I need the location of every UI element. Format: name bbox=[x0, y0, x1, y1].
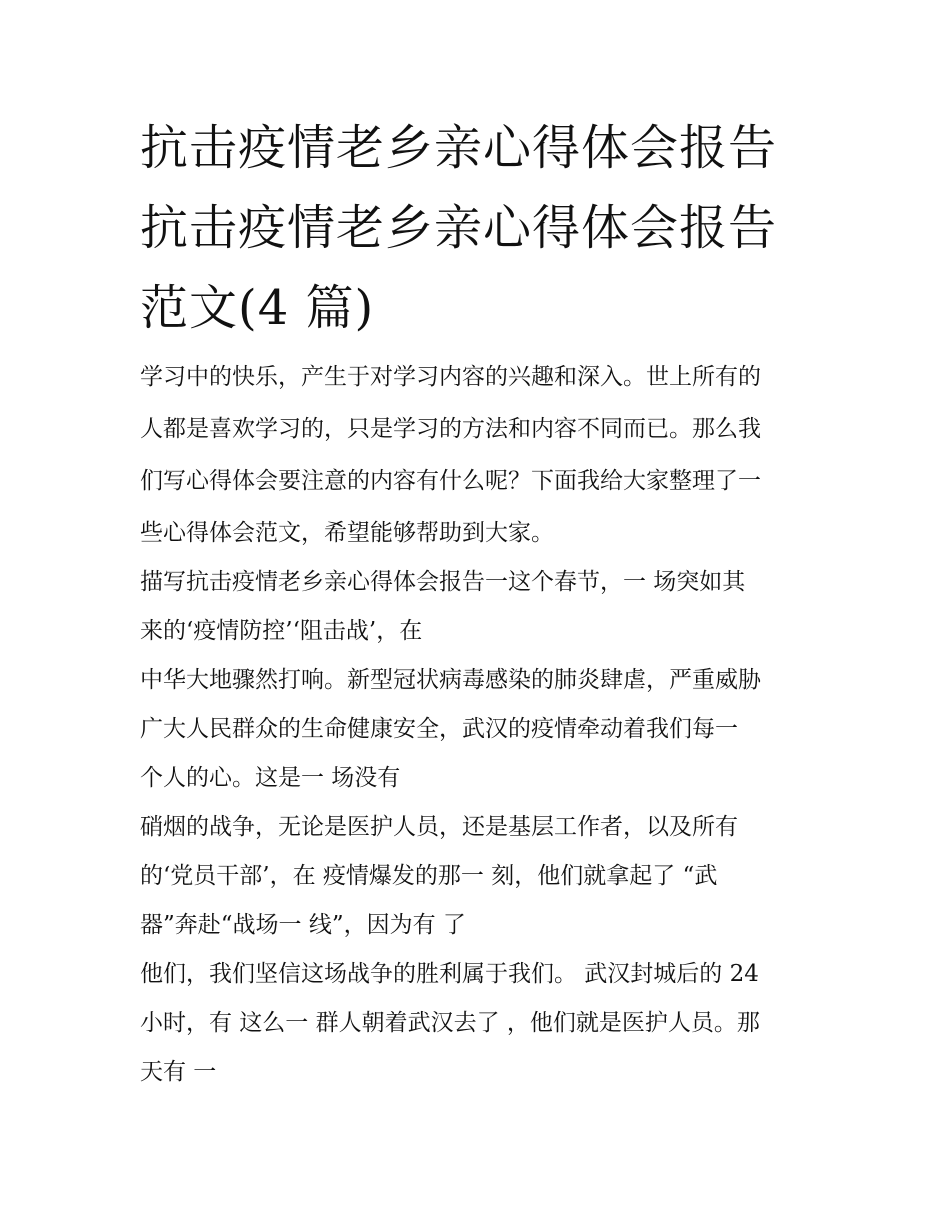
body-line: 些心得体会范文，希望能够帮助到大家。 bbox=[140, 520, 554, 546]
body-line: 人都是喜欢学习的，只是学习的方法和内容不同而已。那么我 bbox=[140, 416, 761, 442]
document-body bbox=[140, 357, 830, 1092]
body-line: 描写抗击疫情老乡亲心得体会报告一这个春节，一 场突如其 bbox=[140, 569, 746, 595]
body-line: 中华大地骤然打响。新型冠状病毒感染的肺炎肆虐，严重威胁 bbox=[140, 667, 761, 693]
body-line: 个人的心。这是一 场没有 bbox=[140, 765, 401, 791]
body-line: 的‘党员干部’，在 疫情爆发的那一 刻，他们就拿起了 “武 bbox=[140, 863, 718, 889]
document-title bbox=[140, 108, 820, 348]
title-line: 抗击疫情老乡亲心得体会报告 bbox=[140, 120, 778, 176]
title-line: 抗击疫情老乡亲心得体会报告 bbox=[140, 200, 778, 256]
body-line: 他们，我们坚信这场战争的胜利属于我们。 武汉封城后的 24 bbox=[140, 961, 759, 987]
body-line: 来的‘疫情防控’‘阻击战’，在 bbox=[140, 618, 423, 644]
body-line: 们写心得体会要注意的内容有什么呢？下面我给大家整理了一 bbox=[140, 468, 761, 494]
body-line: 小时，有 这么一 群人朝着武汉去了 ，他们就是医护人员。那 bbox=[140, 1010, 760, 1036]
body-line: 广大人民群众的生命健康安全，武汉的疫情牵动着我们每一 bbox=[140, 716, 738, 742]
body-line: 器”奔赴“战场一 线”，因为有 了 bbox=[140, 912, 466, 938]
body-line: 学习中的快乐，产生于对学习内容的兴趣和深入。世上所有的 bbox=[140, 364, 761, 390]
title-line: 范文(4 篇) bbox=[140, 280, 375, 336]
body-line: 硝烟的战争，无论是医护人员，还是基层工作者，以及所有 bbox=[140, 814, 738, 840]
body-line: 天有 一 bbox=[140, 1059, 217, 1085]
